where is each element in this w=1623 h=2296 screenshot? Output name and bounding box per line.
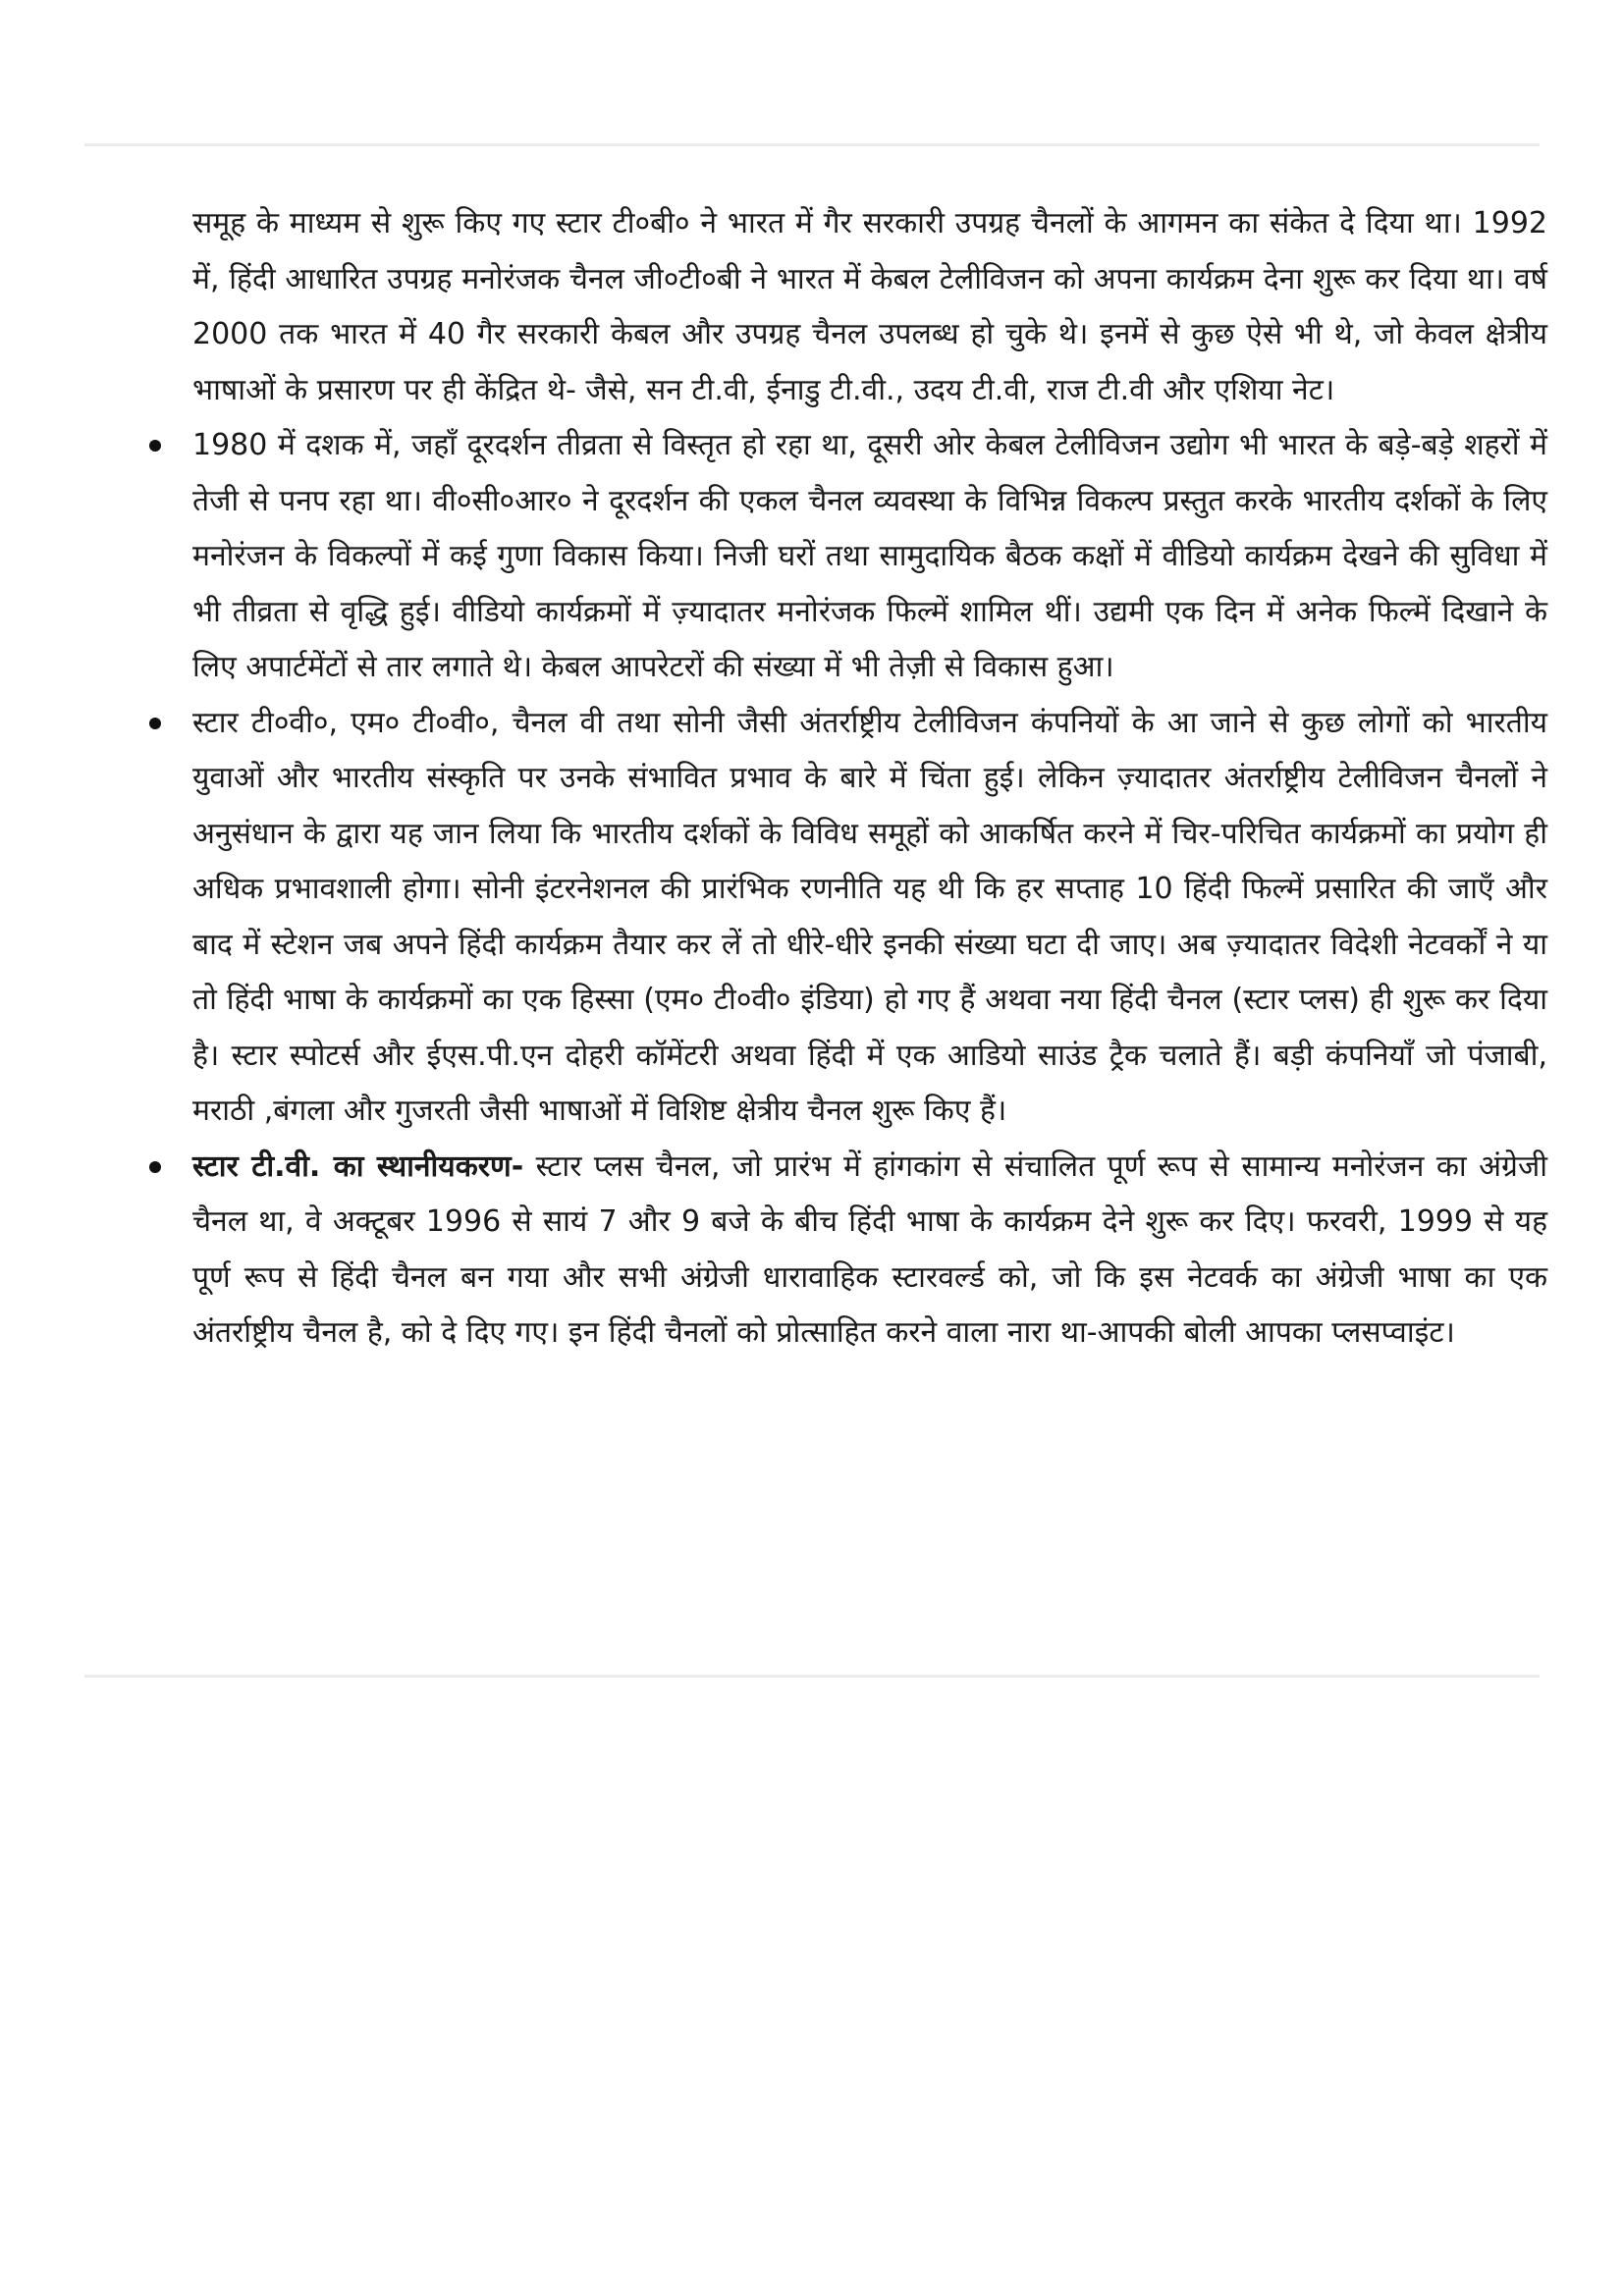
document-body — [192, 196, 1547, 1362]
continuation-paragraph: समूह के माध्यम से शुरू किए गए स्टार टी०बी० ने भारत में गैर सरकारी उपग्रह चैनलों के आगमन का संकेत दे दिया था। 1992 में, हिंदी आधारित उपग्रह मनोरंजक चैनल जी०टी०बी ने भारत में केबल टेलीविजन को अपना कार्यक्रम देना शुरू कर दिया था। वर्ष 2000 तक भारत में 40 गैर सरकारी केबल और उपग्रह चैनल उपलब्ध हो चुके थे। इनमें से कुछ ऐसे भी थे, जो केवल क्षेत्रीय भाषाओं के प्रसारण पर ही केंद्रित थे- जैसे, सन टी.वी, ईनाडु टी.वी., उदय टी.वी, राज टी.वी और एशिया नेट। — [192, 206, 1547, 407]
bullet-text: स्टार टी०वी०, एम० टी०वी०, चैनल वी तथा सोनी जैसी अंतर्राष्ट्रीय टेलीविजन कंपनियों के आ जाने से कुछ लोगों को भारतीय युवाओं और भारतीय संस्कृति पर उनके संभावित प्रभाव के बारे में चिंता हुई। लेकिन ज़्यादातर अंतर्राष्ट्रीय टेलीविजन चैनलों ने अनुसंधान के द्वारा यह जान लिया कि भारतीय दर्शकों के विविध समूहों को आकर्षित करने में चिर-परिचित कार्यक्रमों का प्रयोग ही अधिक प्रभावशाली होगा। सोनी इंटरनेशनल की प्रारंभिक रणनीति यह थी कि हर सप्ताह 10 हिंदी फिल्में प्रसारित की जाएँ और बाद में स्टेशन जब अपने हिंदी कार्यक्रम तैयार कर लें तो धीरे-धीरे इनकी संख्या घटा दी जाए। अब ज़्यादातर विदेशी नेटवर्कों ने या तो हिंदी भाषा के कार्यक्रमों का एक हिस्सा (एम० टी०वी० इंडिया) हो गए हैं अथवा नया हिंदी चैनल (स्टार प्लस) ही शुरू कर दिया है। स्टार स्पोटर्स और ईएस.पी.एन दोहरी कॉमेंटरी अथवा हिंदी में एक आडियो साउंड ट्रैक चलाते हैं। बड़ी कंपनियाँ जो पंजाबी, मराठी ,बंगला और गुजरती जैसी भाषाओं में विशिष्ट क्षेत्रीय चैनल शुरू किए हैं। — [192, 705, 1547, 1128]
bullet-point-icon — [149, 1161, 161, 1173]
bullet-text: 1980 में दशक में, जहाँ दूरदर्शन तीव्रता से विस्तृत हो रहा था, दूसरी ओर केबल टेलीविजन उद्योग भी भारत के बड़े-बड़े शहरों में तेजी से पनप रहा था। वी०सी०आर० ने दूरदर्शन की एकल चैनल व्यवस्था के विभिन्न विकल्प प्रस्तुत करके भारतीय दर्शकों के लिए मनोरंजन के विकल्पों में कई गुणा विकास किया। निजी घरों तथा सामुदायिक बैठक कक्षों में वीडियो कार्यक्रम देखने की सुविधा में भी तीव्रता से वृद्धि हुई। वीडियो कार्यक्रमों में ज़्यादातर मनोरंजक फिल्में शामिल थीं। उद्यमी एक दिन में अनेक फिल्में दिखाने के लिए अपार्टमेंटों से तार लगाते थे। केबल आपरेटरों की संख्या में भी तेज़ी से विकास हुआ। — [192, 428, 1547, 684]
bullet-point-icon — [149, 718, 161, 729]
bullet-point-icon — [149, 440, 161, 452]
bullet-item-international-channels — [192, 696, 1547, 1140]
top-divider — [84, 143, 1540, 146]
bullet-item-star-localization — [192, 1140, 1547, 1362]
bullet-list — [192, 418, 1547, 1362]
bullet-item-vcr-cable — [192, 418, 1547, 696]
bottom-divider — [84, 1675, 1540, 1678]
bullet-bold-heading: स्टार टी.वी. का स्थानीयकरण- — [192, 1148, 524, 1184]
bullet-text: स्टार प्लस चैनल, जो प्रारंभ में हांगकांग से संचालित पूर्ण रूप से सामान्य मनोरंजन का अंग्रेजी चैनल था, वे अक्टूबर 1996 से सायं 7 और 9 बजे के बीच हिंदी भाषा के कार्यक्रम देने शुरू कर दिए। फरवरी, 1999 से यह पूर्ण रूप से हिंदी चैनल बन गया और सभी अंग्रेजी धारावाहिक स्टारवर्ल्ड को, जो कि इस नेटवर्क का अंग्रेजी भाषा का एक अंतर्राष्ट्रीय चैनल है, को दे दिए गए। इन हिंदी चैनलों को प्रोत्साहित करने वाला नारा था-आपकी बोली आपका प्लसप्वाइंट। — [192, 1148, 1547, 1350]
